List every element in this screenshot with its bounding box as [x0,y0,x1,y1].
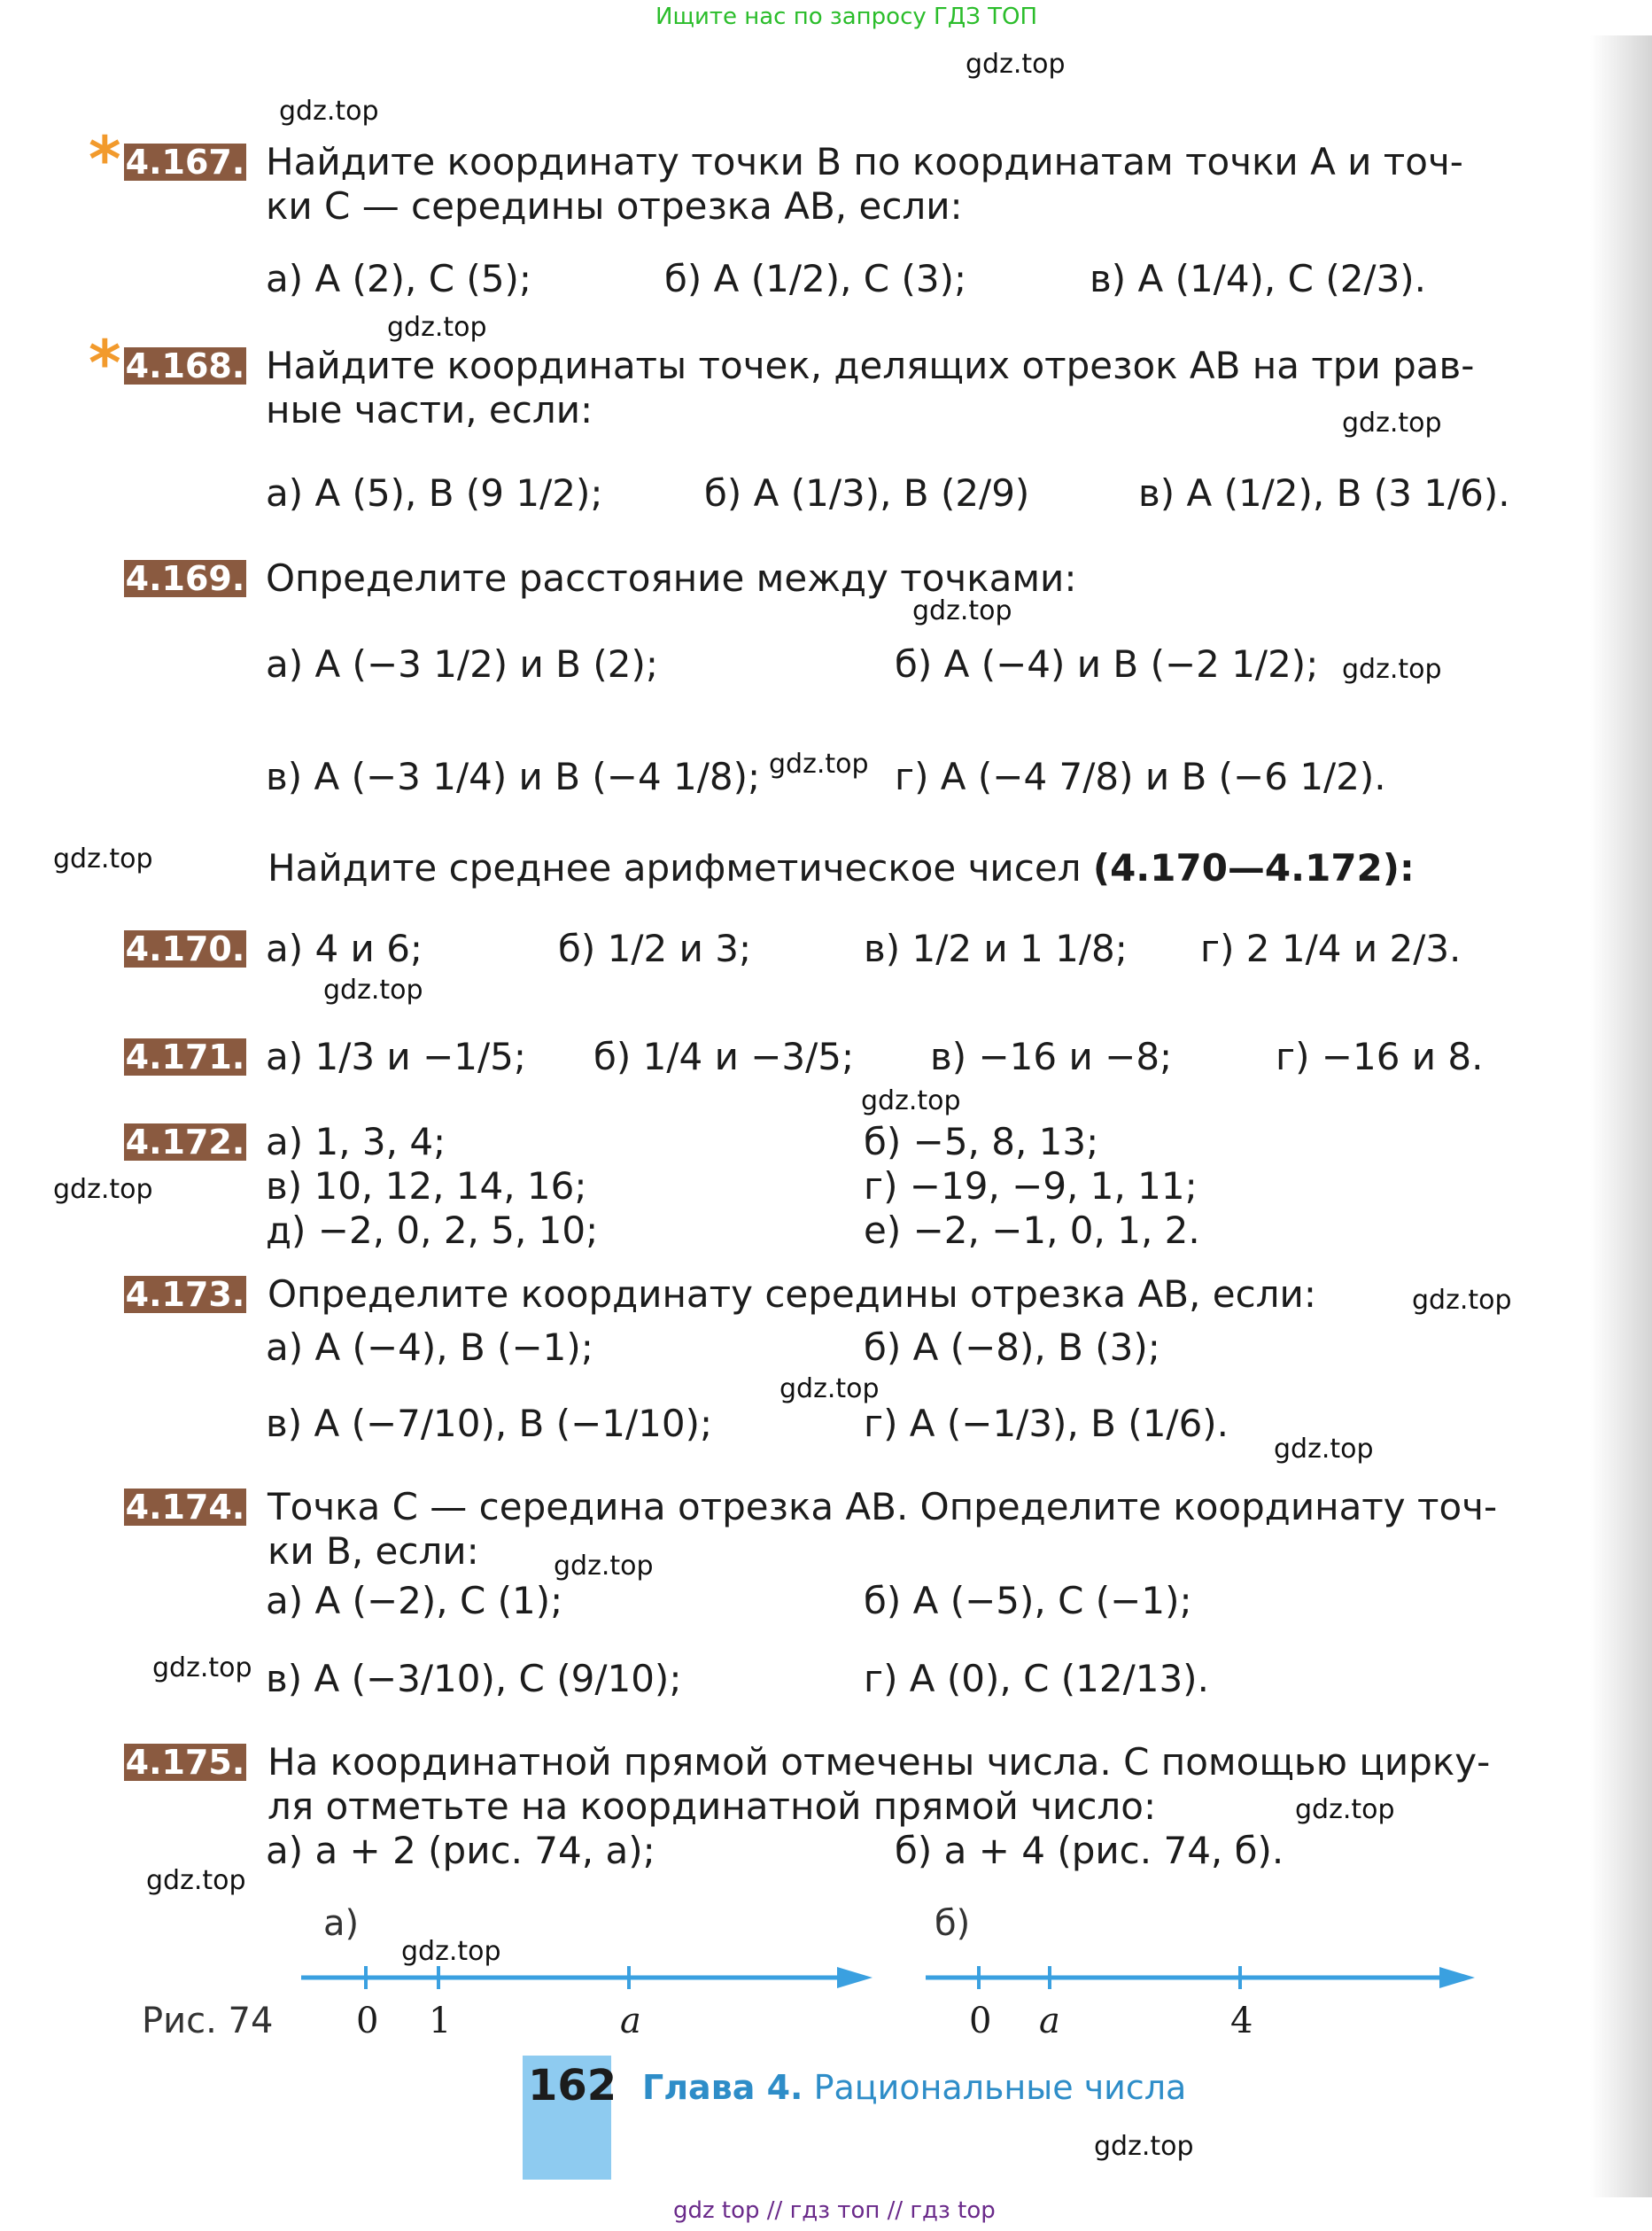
watermark: gdz.top [1094,2131,1194,2162]
task-a: а) 1/3 и −1/5; [266,1035,526,1078]
problem-text: Найдите координаты точек, делящих отрезок AB на три рав- [266,344,1475,387]
chapter-title [642,2068,1186,2107]
problem-number: 4.171. [125,1038,245,1077]
task-d: г) A (−1/3), B (1/6). [864,1402,1229,1445]
task-a: а) a + 2 (рис. 74, а); [266,1829,655,1872]
watermark: gdz.top [966,49,1066,80]
problem-text: Найдите координату точки B по координатам точки A и точ- [266,140,1463,183]
star-icon: * [89,327,121,400]
task-d: г) A (−4 7/8) и B (−6 1/2). [895,755,1386,798]
problem-number: 4.174. [125,1488,245,1527]
task-a: а) A (−3 1/2) и B (2); [266,642,658,686]
figure-caption: Рис. 74 [142,2001,274,2041]
tick-label: a [620,2001,641,2041]
task-c: в) A (1/2), B (3 1/6). [1138,471,1510,515]
task-b: б) −5, 8, 13; [864,1120,1099,1163]
watermark: gdz.top [53,843,153,875]
problem-number: 4.172. [125,1123,245,1162]
number-line-b [926,1966,1475,1989]
figure-label-b: б) [935,1903,971,1944]
watermark: gdz.top [769,749,869,780]
tick-label: 0 [356,2001,379,2041]
number-line-a [301,1966,873,1989]
watermark: gdz.top [279,96,379,127]
task-a: а) 1, 3, 4; [266,1120,446,1163]
problem-text: Определите координату середины отрезка AB, если: [268,1272,1316,1316]
problem-text: ля отметьте на координатной прямой число: [268,1784,1157,1828]
watermark: gdz.top [387,312,487,343]
task-b: б) A (−8), B (3); [864,1325,1160,1369]
watermark: gdz.top [861,1085,961,1116]
problem-text: На координатной прямой отмечены числа. С помощью цирку- [268,1740,1491,1784]
problem-text: Определите расстояние между точками: [266,556,1077,600]
intro-text: Найдите среднее арифметическое чисел [268,846,1082,890]
task-b: б) 1/2 и 3; [558,927,752,970]
task-e: д) −2, 0, 2, 5, 10; [266,1209,599,1252]
intro-range: (4.170—4.172): [1092,846,1415,890]
task-a: а) A (−4), B (−1); [266,1325,593,1369]
watermark: gdz.top [912,595,1012,626]
chapter-number: Глава 4. [642,2068,803,2107]
top-banner: Ищите нас по запросу ГДЗ ТОП [655,4,1038,30]
watermark: gdz.top [401,1936,501,1967]
task-a: а) A (−2), C (1); [266,1579,563,1622]
star-icon: * [89,123,121,196]
problem-text: ки C — середины отрезка AB, если: [266,184,963,228]
problem-text: ки B, если: [268,1529,479,1573]
task-c: в) −16 и −8; [930,1035,1173,1078]
task-b: б) a + 4 (рис. 74, б). [895,1829,1284,1872]
watermark: gdz.top [152,1652,252,1683]
task-a: а) A (5), B (9 1/2); [266,471,603,515]
watermark: gdz.top [554,1551,654,1582]
problem-number: 4.168. [125,346,245,385]
task-d: г) −19, −9, 1, 11; [864,1164,1198,1208]
problem-text: Точка C — середина отрезка AB. Определите координату точ- [268,1485,1498,1528]
tick-label: 0 [969,2001,992,2041]
tick-label: a [1039,2001,1060,2041]
task-a: а) 4 и 6; [266,927,423,970]
task-a: а) A (2), C (5); [266,257,532,300]
task-c: в) A (−3/10), C (9/10); [266,1657,682,1700]
watermark: gdz.top [779,1373,880,1404]
task-b: б) A (−4) и B (−2 1/2); [895,642,1319,686]
watermark: gdz.top [146,1865,246,1896]
task-d: г) −16 и 8. [1276,1035,1484,1078]
task-c: в) 1/2 и 1 1/8; [864,927,1128,970]
task-c: в) 10, 12, 14, 16; [266,1164,587,1208]
page-number: 162 [528,2061,617,2111]
problem-number: 4.167. [125,143,245,182]
watermark: gdz.top [323,975,423,1006]
problem-number: 4.170. [125,929,245,968]
chapter-name: Рациональные числа [813,2068,1187,2107]
task-d: г) A (0), C (12/13). [864,1657,1209,1700]
task-b: б) A (1/3), B (2/9) [704,471,1030,515]
watermark: gdz.top [53,1174,153,1205]
watermark: gdz.top [1342,654,1442,685]
task-c: в) A (−7/10), B (−1/10); [266,1402,713,1445]
task-b: б) 1/4 и −3/5; [593,1035,855,1078]
task-c: в) A (−3 1/4) и B (−4 1/8); [266,755,761,798]
problem-number: 4.173. [125,1275,245,1314]
bottom-banner: gdz top // гдз топ // гдз top [673,2197,996,2224]
figure-label-a: а) [323,1903,360,1944]
problem-number: 4.175. [125,1743,245,1782]
tick-label: 4 [1230,2001,1253,2041]
task-b: б) A (1/2), C (3); [664,257,967,300]
watermark: gdz.top [1274,1434,1374,1465]
task-c: в) A (1/4), C (2/3). [1090,257,1427,300]
tick-label: 1 [429,2001,452,2041]
task-b: б) A (−5), C (−1); [864,1579,1192,1622]
task-d: г) 2 1/4 и 2/3. [1200,927,1462,970]
watermark: gdz.top [1412,1285,1512,1316]
problem-text: ные части, если: [266,388,593,431]
watermark: gdz.top [1295,1794,1395,1825]
watermark: gdz.top [1342,408,1442,439]
problem-number: 4.169. [125,559,245,598]
task-f: е) −2, −1, 0, 1, 2. [864,1209,1200,1252]
